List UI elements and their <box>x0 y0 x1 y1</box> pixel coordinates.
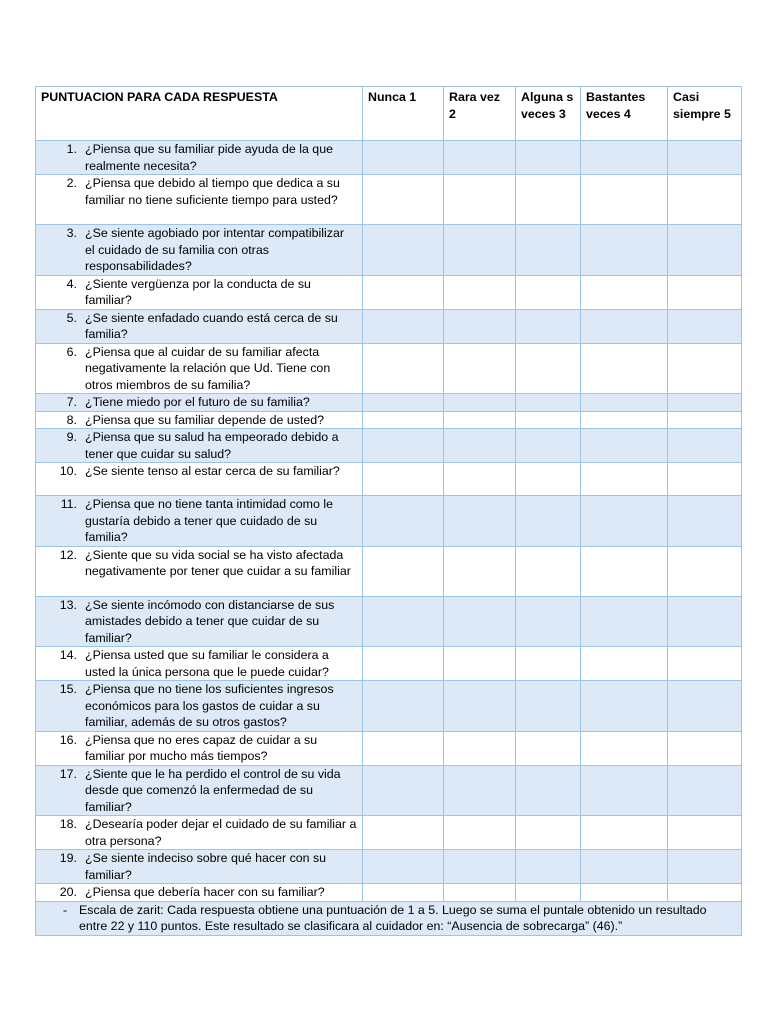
question-number: 3. <box>66 226 77 240</box>
answer-cell-1[interactable] <box>363 647 444 681</box>
answer-cell-4[interactable] <box>581 411 668 429</box>
answer-cell-1[interactable] <box>363 765 444 816</box>
answer-cell-4[interactable] <box>581 496 668 547</box>
question-number: 11. <box>60 497 77 511</box>
question-text: ¿Siente que su vida social se ha visto afectada negativamente por tener que cuidar a su familiar <box>85 547 351 578</box>
answer-cell-4[interactable] <box>581 275 668 309</box>
question-cell <box>36 546 363 596</box>
question-number: 8. <box>66 412 77 427</box>
answer-cell-4[interactable] <box>581 141 668 175</box>
table-row <box>36 275 742 309</box>
question-number: 4. <box>66 276 77 291</box>
answer-cell-1[interactable] <box>363 275 444 309</box>
question-text: ¿Siente vergüenza por la conducta de su familiar? <box>85 276 311 307</box>
answer-cell-4[interactable] <box>581 429 668 463</box>
table-row <box>36 225 742 276</box>
answer-cell-3[interactable] <box>516 225 581 276</box>
table-row <box>36 816 742 850</box>
header-score-per-answer: PUNTUACION PARA CADA RESPUESTA <box>36 87 363 141</box>
answer-cell-3[interactable] <box>516 596 581 647</box>
answer-cell-2[interactable] <box>444 141 516 175</box>
question-text: ¿Se siente enfadado cuando está cerca de su familia? <box>85 310 338 341</box>
question-text: ¿Piensa que debido al tiempo que dedica a su familiar no tiene suficiente tiempo para usted? <box>85 176 340 207</box>
question-number: 7. <box>66 395 77 409</box>
zarit-scale-table <box>35 86 742 936</box>
answer-cell-5[interactable] <box>668 394 742 412</box>
answer-cell-4[interactable] <box>581 175 668 225</box>
answer-cell-1[interactable] <box>363 309 444 343</box>
answer-cell-5[interactable] <box>668 309 742 343</box>
answer-cell-3[interactable] <box>516 850 581 884</box>
answer-cell-4[interactable] <box>581 394 668 412</box>
question-text: ¿Piensa que su salud ha empeorado debido a tener que cuidar su salud? <box>85 430 339 461</box>
scale-note-text: Escala de zarit: Cada respuesta obtiene una puntuación de 1 a 5. Luego se suma el puntale obtenido un resultado entre 22 y 110 puntos. Este resultado se clasificara al cuidador en: “Ausencia de sobrecarga” (46).” <box>79 902 707 933</box>
question-number: 1. <box>66 142 77 156</box>
answer-cell-5[interactable] <box>668 546 742 596</box>
answer-cell-1[interactable] <box>363 850 444 884</box>
note-marker: - <box>63 902 68 917</box>
question-number: 19. <box>59 851 77 865</box>
table-row <box>36 647 742 681</box>
answer-cell-1[interactable] <box>363 546 444 596</box>
question-text: ¿Piensa usted que su familiar le considera a usted la única persona que le puede cuidar? <box>85 648 329 679</box>
table-row <box>36 496 742 547</box>
question-number: 14. <box>59 648 77 662</box>
question-text: ¿Piensa que no tiene tanta intimidad como le gustaría debido a tener que cuidado de su familia? <box>85 497 333 544</box>
answer-cell-2[interactable] <box>444 463 516 496</box>
answer-cell-4[interactable] <box>581 343 668 394</box>
question-cell <box>36 429 363 463</box>
answer-cell-5[interactable] <box>668 850 742 884</box>
question-cell <box>36 765 363 816</box>
answer-cell-5[interactable] <box>668 343 742 394</box>
question-cell <box>36 343 363 394</box>
answer-cell-5[interactable] <box>668 681 742 732</box>
table-row <box>36 175 742 225</box>
question-text: ¿Desearía poder dejar el cuidado de su familiar a otra persona? <box>85 817 357 848</box>
answer-cell-2[interactable] <box>444 816 516 850</box>
note-cell <box>36 901 742 935</box>
answer-cell-4[interactable] <box>581 309 668 343</box>
answer-cell-5[interactable] <box>668 411 742 429</box>
question-text: ¿Piensa que su familiar depende de usted? <box>85 412 325 427</box>
table-row <box>36 731 742 765</box>
header-rara-vez: Rara vez 2 <box>444 87 516 141</box>
answer-cell-5[interactable] <box>668 816 742 850</box>
question-cell <box>36 731 363 765</box>
answer-cell-3[interactable] <box>516 647 581 681</box>
answer-cell-4[interactable] <box>581 225 668 276</box>
answer-cell-5[interactable] <box>668 765 742 816</box>
question-number: 2. <box>66 176 77 190</box>
answer-cell-2[interactable] <box>444 850 516 884</box>
answer-cell-1[interactable] <box>363 681 444 732</box>
answer-cell-2[interactable] <box>444 681 516 732</box>
answer-cell-3[interactable] <box>516 496 581 547</box>
answer-cell-5[interactable] <box>668 225 742 276</box>
answer-cell-2[interactable] <box>444 175 516 225</box>
question-cell <box>36 394 363 412</box>
answer-cell-3[interactable] <box>516 343 581 394</box>
answer-cell-3[interactable] <box>516 394 581 412</box>
answer-cell-4[interactable] <box>581 463 668 496</box>
table-row <box>36 765 742 816</box>
answer-cell-4[interactable] <box>581 546 668 596</box>
answer-cell-2[interactable] <box>444 429 516 463</box>
answer-cell-1[interactable] <box>363 141 444 175</box>
answer-cell-4[interactable] <box>581 816 668 850</box>
question-text: ¿Piensa que al cuidar de su familiar afecta negativamente la relación que Ud. Tiene con otros miembros de su familia? <box>85 344 331 392</box>
question-number: 12. <box>59 547 77 562</box>
answer-cell-3[interactable] <box>516 884 581 902</box>
answer-cell-5[interactable] <box>668 596 742 647</box>
question-text: ¿Piensa que no eres capaz de cuidar a su familiar por mucho más tiempos? <box>85 732 318 763</box>
answer-cell-2[interactable] <box>444 343 516 394</box>
answer-cell-5[interactable] <box>668 141 742 175</box>
answer-cell-3[interactable] <box>516 141 581 175</box>
question-text: ¿Se siente tenso al estar cerca de su familiar? <box>85 464 340 478</box>
question-number: 5. <box>66 310 77 325</box>
answer-cell-1[interactable] <box>363 225 444 276</box>
note-row <box>36 901 742 935</box>
question-text: ¿Tiene miedo por el futuro de su familia? <box>85 395 310 409</box>
answer-cell-2[interactable] <box>444 496 516 547</box>
answer-cell-5[interactable] <box>668 647 742 681</box>
answer-cell-3[interactable] <box>516 463 581 496</box>
question-cell <box>36 309 363 343</box>
table-row <box>36 394 742 412</box>
answer-cell-2[interactable] <box>444 411 516 429</box>
table-row <box>36 411 742 429</box>
answer-cell-5[interactable] <box>668 463 742 496</box>
question-cell <box>36 463 363 496</box>
question-cell <box>36 141 363 175</box>
header-casi-siempre: Casi siempre 5 <box>668 87 742 141</box>
question-text: ¿Se siente indeciso sobre qué hacer con su familiar? <box>85 851 327 882</box>
answer-cell-2[interactable] <box>444 309 516 343</box>
answer-cell-3[interactable] <box>516 175 581 225</box>
answer-cell-5[interactable] <box>668 275 742 309</box>
answer-cell-5[interactable] <box>668 429 742 463</box>
answer-cell-1[interactable] <box>363 884 444 902</box>
table-row <box>36 546 742 596</box>
answer-cell-1[interactable] <box>363 429 444 463</box>
question-text: ¿Se siente agobiado por intentar compatibilizar el cuidado de su familia con otras responsabilidades? <box>85 226 344 273</box>
answer-cell-4[interactable] <box>581 765 668 816</box>
question-number: 13. <box>59 597 77 612</box>
answer-cell-2[interactable] <box>444 731 516 765</box>
answer-cell-3[interactable] <box>516 429 581 463</box>
answer-cell-3[interactable] <box>516 411 581 429</box>
answer-cell-3[interactable] <box>516 275 581 309</box>
answer-cell-2[interactable] <box>444 884 516 902</box>
answer-cell-1[interactable] <box>363 596 444 647</box>
table-row <box>36 884 742 902</box>
answer-cell-1[interactable] <box>363 731 444 765</box>
answer-cell-4[interactable] <box>581 731 668 765</box>
answer-cell-3[interactable] <box>516 765 581 816</box>
table-row <box>36 463 742 496</box>
header-nunca: Nunca 1 <box>363 87 444 141</box>
question-number: 6. <box>66 344 77 359</box>
answer-cell-4[interactable] <box>581 681 668 732</box>
question-cell <box>36 596 363 647</box>
question-number: 17. <box>59 766 77 781</box>
answer-cell-2[interactable] <box>444 394 516 412</box>
answer-cell-3[interactable] <box>516 309 581 343</box>
answer-cell-1[interactable] <box>363 411 444 429</box>
answer-cell-5[interactable] <box>668 175 742 225</box>
table-row <box>36 429 742 463</box>
question-cell <box>36 647 363 681</box>
answer-cell-4[interactable] <box>581 647 668 681</box>
answer-cell-4[interactable] <box>581 884 668 902</box>
answer-cell-3[interactable] <box>516 681 581 732</box>
question-text: ¿Siente que le ha perdido el control de su vida desde que comenzó la enfermedad de su familiar? <box>85 766 341 814</box>
answer-cell-4[interactable] <box>581 596 668 647</box>
answer-cell-2[interactable] <box>444 225 516 276</box>
question-cell <box>36 175 363 225</box>
answer-cell-2[interactable] <box>444 275 516 309</box>
question-text: ¿Piensa que debería hacer con su familiar? <box>85 885 325 899</box>
answer-cell-3[interactable] <box>516 816 581 850</box>
question-number: 9. <box>66 430 77 444</box>
header-row <box>36 87 742 141</box>
question-number: 20. <box>59 885 77 899</box>
question-number: 15. <box>59 682 77 696</box>
table-row <box>36 309 742 343</box>
question-text: ¿Piensa que su familiar pide ayuda de la que realmente necesita? <box>85 142 333 173</box>
answer-cell-2[interactable] <box>444 647 516 681</box>
answer-cell-1[interactable] <box>363 496 444 547</box>
table-row <box>36 141 742 175</box>
answer-cell-2[interactable] <box>444 546 516 596</box>
answer-cell-1[interactable] <box>363 816 444 850</box>
answer-cell-1[interactable] <box>363 175 444 225</box>
question-cell <box>36 681 363 732</box>
question-text: ¿Se siente incómodo con distanciarse de sus amistades debido a tener que cuidar de su familiar? <box>85 597 335 645</box>
answer-cell-2[interactable] <box>444 765 516 816</box>
answer-cell-5[interactable] <box>668 731 742 765</box>
answer-cell-1[interactable] <box>363 343 444 394</box>
table-row <box>36 850 742 884</box>
question-number: 16. <box>59 732 77 747</box>
question-cell <box>36 275 363 309</box>
answer-cell-2[interactable] <box>444 596 516 647</box>
header-bastantes-veces: Bastantes veces 4 <box>581 87 668 141</box>
question-cell <box>36 850 363 884</box>
question-cell <box>36 225 363 276</box>
answer-cell-4[interactable] <box>581 850 668 884</box>
answer-cell-3[interactable] <box>516 546 581 596</box>
answer-cell-1[interactable] <box>363 463 444 496</box>
answer-cell-3[interactable] <box>516 731 581 765</box>
question-cell <box>36 411 363 429</box>
table-row <box>36 343 742 394</box>
question-text: ¿Piensa que no tiene los suficientes ingresos económicos para los gastos de cuidar a su familiar, además de su otros gastos? <box>85 682 334 729</box>
table-row <box>36 681 742 732</box>
question-number: 18. <box>59 817 77 831</box>
question-number: 10. <box>59 464 77 478</box>
answer-cell-1[interactable] <box>363 394 444 412</box>
answer-cell-5[interactable] <box>668 496 742 547</box>
table-row <box>36 596 742 647</box>
question-cell <box>36 816 363 850</box>
question-cell <box>36 884 363 902</box>
question-cell <box>36 496 363 547</box>
header-algunas-veces: Alguna s veces 3 <box>516 87 581 141</box>
answer-cell-5[interactable] <box>668 884 742 902</box>
